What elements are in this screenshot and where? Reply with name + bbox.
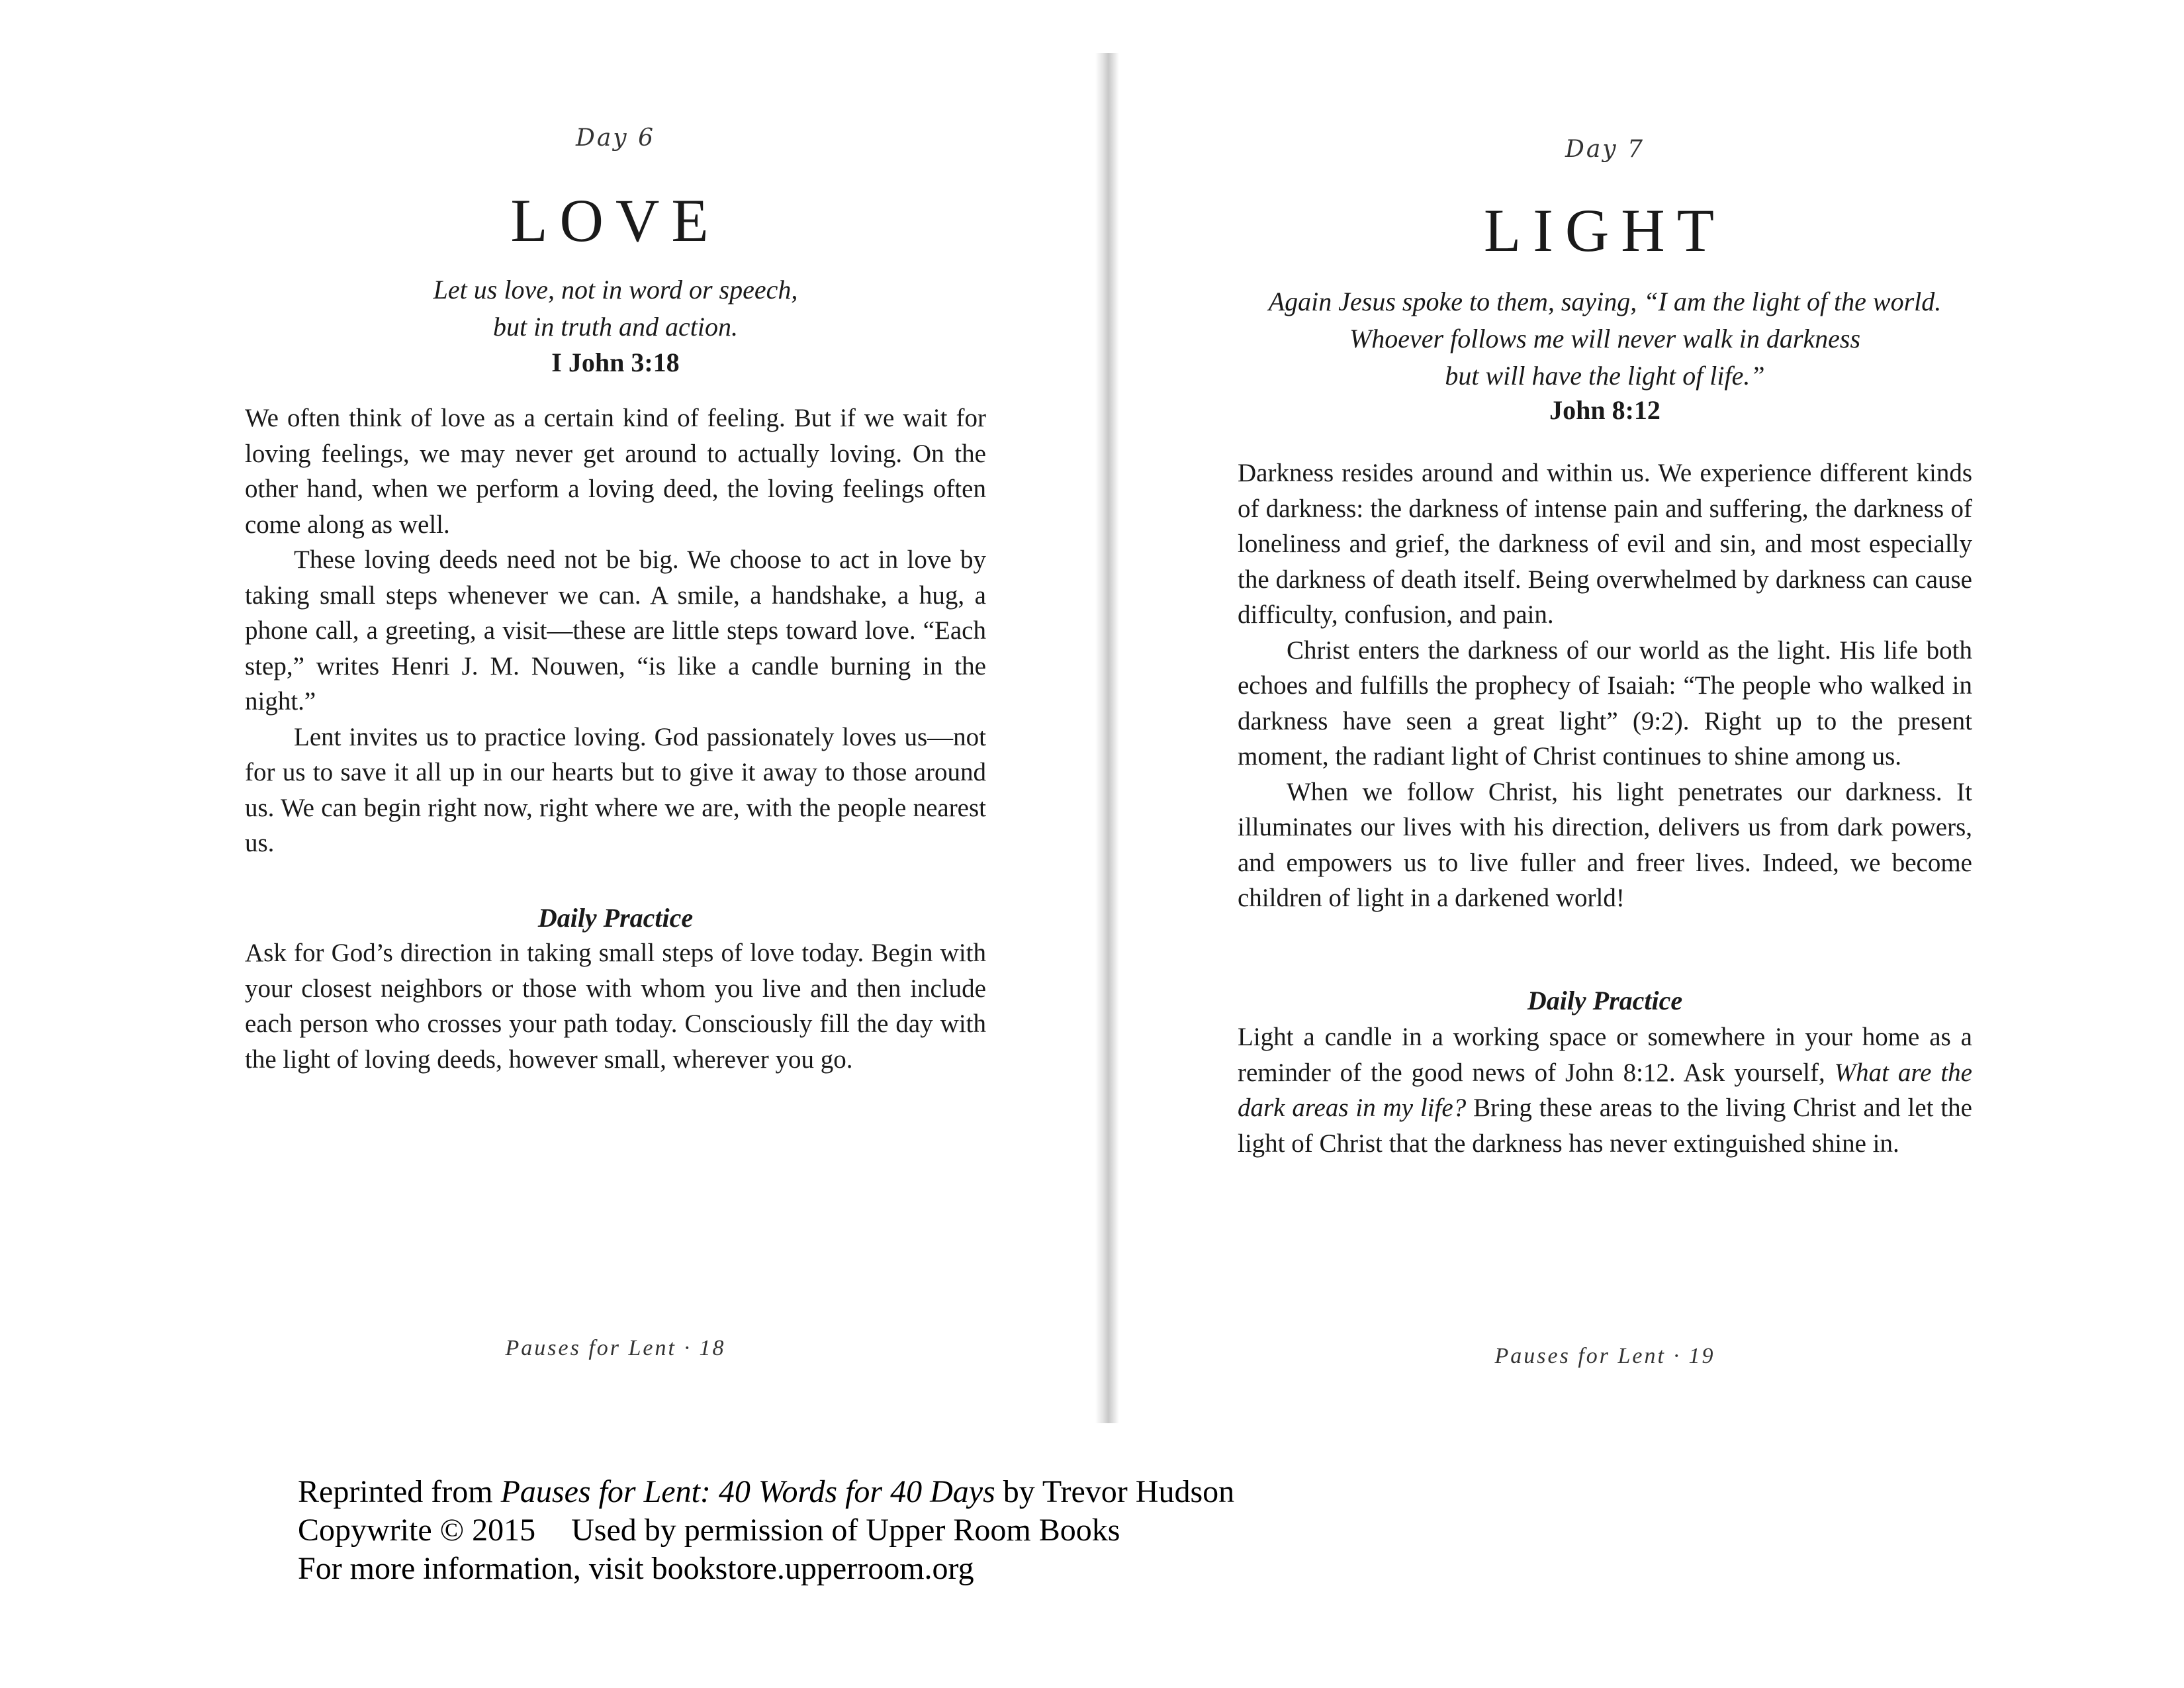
body-text bbox=[1238, 455, 1972, 916]
daily-practice-heading: Daily Practice bbox=[537, 903, 694, 933]
reprint-prefix: Reprinted from bbox=[298, 1474, 501, 1509]
copyright-text: Copywrite © 2015 bbox=[298, 1513, 536, 1548]
daily-practice-heading: Daily Practice bbox=[1527, 986, 1683, 1015]
body-paragraph: Christ enters the darkness of our world as the light. His life both echoes and fulfills the prophecy of Isaiah: “The people who walked in darkness have seen a great light” (9:2). Right up to the present moment, the radiant light of Christ continues to shine among us. bbox=[1238, 635, 1972, 771]
body-paragraph: These loving deeds need not be big. We choose to act in love by taking small steps whenever we can. A smile, a handshake, a hug, a phone call, a greeting, a visit—these are little steps toward love. “Each step,” writes Henri J. M. Nouwen, “is like a candle burning in the night.” bbox=[245, 545, 986, 716]
reprint-author: by Trevor Hudson bbox=[995, 1474, 1235, 1509]
reprint-notice bbox=[298, 1473, 1754, 1588]
book-title: Pauses for Lent: 40 Words for 40 Days bbox=[500, 1474, 995, 1509]
epigraph bbox=[1238, 283, 1972, 395]
body-paragraph: When we follow Christ, his light penetrates our darkness. It illuminates our lives with his direction, delivers us from dark powers, and empowers us to live fuller and freer lives. Indeed, we become children of light in a darkened world! bbox=[1238, 777, 1972, 912]
epigraph-line: Whoever follows me will never walk in darkness bbox=[1349, 324, 1861, 353]
day-label: Day 6 bbox=[575, 124, 655, 152]
scripture-reference: I John 3:18 bbox=[551, 348, 680, 377]
day-label: Day 7 bbox=[1565, 136, 1645, 163]
epigraph-line: Let us love, not in word or speech, bbox=[433, 275, 798, 305]
body-paragraph: We often think of love as a certain kind of feeling. But if we wait for loving feelings, we may never get around to actually loving. On the other hand, when we perform a loving deed, the loving feelings often come along as well. bbox=[245, 404, 986, 539]
practice-text-start: Light a candle in a working space or somewhere in your home as a reminder of the good news of John 8:12. Ask yourself, bbox=[1238, 1023, 1972, 1087]
permission-text: Used by permission of Upper Room Books bbox=[571, 1513, 1120, 1548]
daily-practice-text bbox=[1238, 1019, 1972, 1161]
epigraph-line: Again Jesus spoke to them, saying, “I am the light of the world. bbox=[1268, 287, 1942, 316]
word-title: LOVE bbox=[510, 187, 721, 254]
practice-text-end: Bring these areas to the living Christ and let the light of Christ that the darkness has never extinguished shine in. bbox=[1238, 1094, 1972, 1158]
body-paragraph: Darkness resides around and within us. We experience different kinds of darkness: the darkness of intense pain and suffering, the darkness of loneliness and grief, the darkness of evil and sin, and most especially the darkness of death itself. Being overwhelmed by darkness can cause difficulty, confusion, and pain. bbox=[1238, 459, 1972, 629]
book-gutter-shadow bbox=[1095, 53, 1119, 1423]
epigraph bbox=[245, 271, 986, 346]
body-paragraph: Lent invites us to practice loving. God passionately loves us—not for us to save it all up in our hearts but to give it away to those around us. We can begin right now, right where we are, with the people nearest us. bbox=[245, 722, 986, 857]
body-text bbox=[245, 400, 986, 861]
page-folio: Pauses for Lent · 19 bbox=[1494, 1344, 1715, 1368]
word-title: LIGHT bbox=[1484, 197, 1726, 264]
scripture-reference: John 8:12 bbox=[1549, 395, 1661, 425]
practice-text-question: What are the dark areas in my life? bbox=[1238, 1058, 1972, 1122]
daily-practice-text: Ask for God’s direction in taking small steps of love today. Begin with your closest neighbors or those with whom you live and then include each person who crosses your path today. Consciously fill the day with the light of loving deeds, however small, wherever you go. bbox=[245, 939, 986, 1074]
epigraph-line: but will have the light of life.” bbox=[1445, 361, 1765, 391]
epigraph-line: but in truth and action. bbox=[493, 312, 738, 342]
page-folio: Pauses for Lent · 18 bbox=[505, 1336, 726, 1360]
copyright-line bbox=[298, 1511, 1754, 1550]
reprint-line bbox=[298, 1473, 1754, 1511]
more-info-line: For more information, visit bookstore.upperroom.org bbox=[298, 1551, 974, 1586]
